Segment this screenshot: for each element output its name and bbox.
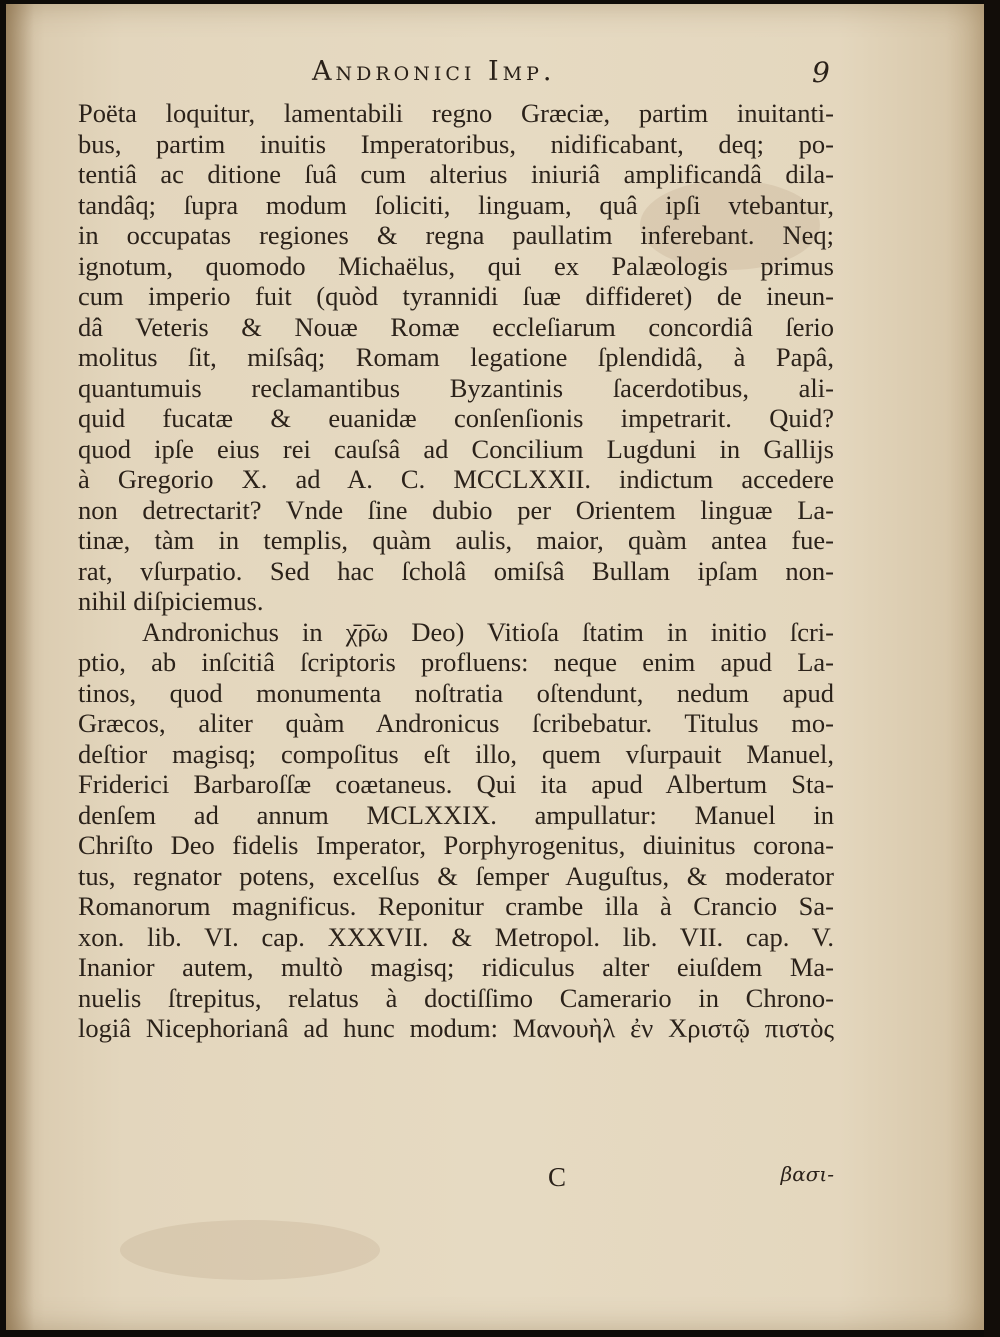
text-line: Chriſto Deo fidelis Imperator, Porphyrogenitus, diuinitus corona- (78, 830, 834, 860)
text-line: xon. lib. VI. cap. XXXVII. & Metropol. lib. VII. cap. V. (78, 921, 834, 952)
paper-stain (120, 1220, 380, 1280)
scan-edge (984, 0, 1000, 1337)
signature-mark: C (548, 1162, 567, 1192)
body-text (78, 98, 834, 1044)
text-line: quod ipſe eius rei cauſsâ ad Concilium Lugduni in Gallijs (78, 433, 834, 464)
page-footer (78, 1162, 834, 1194)
text-line: nuelis ſtrepitus, relatus à doctiſſimo Camerario in Chrono- (78, 982, 834, 1013)
text-line: quid fucatæ & euanidæ conſenſionis impetrarit. Quid? (78, 403, 834, 433)
text-line: dâ Veteris & Nouæ Romæ eccleſiarum concordiâ ſerio (78, 311, 834, 342)
text-line: cum imperio fuit (quòd tyrannidi ſuæ diffideret) de ineun- (78, 281, 834, 311)
text-line: tus, regnator potens, excelſus & ſemper Auguſtus, & moderator (78, 860, 834, 891)
page-number: 9 (812, 56, 830, 89)
running-head: Andronici Imp. (312, 56, 556, 87)
text-line: Poëta loquitur, lamentabili regno Græciæ, partim inuitanti- (78, 98, 834, 128)
page-header (0, 56, 1000, 96)
text-line: logiâ Nicephorianâ ad hunc modum: Μανουὴλ ἐν Χριστῷ πιστὸς (78, 1013, 834, 1043)
text-line: ptio, ab inſcitiâ ſcriptoris profluens: neque enim apud La- (78, 647, 834, 677)
text-line: in occupatas regiones & regna paullatim inferebant. Neq; (78, 220, 834, 250)
text-line: Friderici Barbaroſſæ coætaneus. Qui ita apud Albertum Sta- (78, 769, 834, 799)
text-line: tandâq; ſupra modum ſoliciti, linguam, quâ ipſi vtebantur, (78, 189, 834, 220)
text-line: nihil diſpiciemus. (78, 586, 264, 616)
paragraph-start-line: Andronichus in χ̄ρ̄ω Deo) Vitioſa ſtatim in initio ſcri- (142, 616, 834, 647)
text-line: denſem ad annum MCLXXIX. ampullatur: Manuel in (78, 799, 834, 830)
text-line: non detrectarit? Vnde ſine dubio per Orientem linguæ La- (78, 494, 834, 525)
text-line: Græcos, aliter quàm Andronicus ſcribebatur. Titulus mo- (78, 708, 834, 738)
text-line: bus, partim inuitis Imperatoribus, nidificabant, deq; po- (78, 128, 834, 159)
catchword: βασι- (780, 1162, 834, 1186)
text-line: deſtior magisq; compoſitus eſt illo, quem vſurpauit Manuel, (78, 738, 834, 769)
text-line: tinæ, tàm in templis, quàm aulis, maior, quàm antea fue- (78, 525, 834, 555)
text-line: à Gregorio X. ad A. C. MCCLXXII. indictum accedere (78, 464, 834, 494)
text-line: tentiâ ac ditione ſuâ cum alterius iniuriâ amplificandâ dila- (78, 159, 834, 189)
text-line: molitus ſit, miſsâq; Romam legatione ſplendidâ, à Papâ, (78, 342, 834, 372)
text-line: quantumuis reclamantibus Byzantinis ſacerdotibus, ali- (78, 372, 834, 403)
text-line: ignotum, quomodo Michaëlus, qui ex Palæologis primus (78, 250, 834, 281)
text-line: rat, vſurpatio. Sed hac ſcholâ omiſsâ Bullam ipſam non- (78, 555, 834, 586)
binding-gutter (6, 4, 34, 1330)
text-line: Inanior autem, multò magisq; ridiculus alter eiuſdem Ma- (78, 952, 834, 982)
text-line: Romanorum magnificus. Reponitur crambe illa à Crancio Sa- (78, 891, 834, 921)
text-line: tinos, quod monumenta noſtratia oſtendunt, nedum apud (78, 677, 834, 708)
